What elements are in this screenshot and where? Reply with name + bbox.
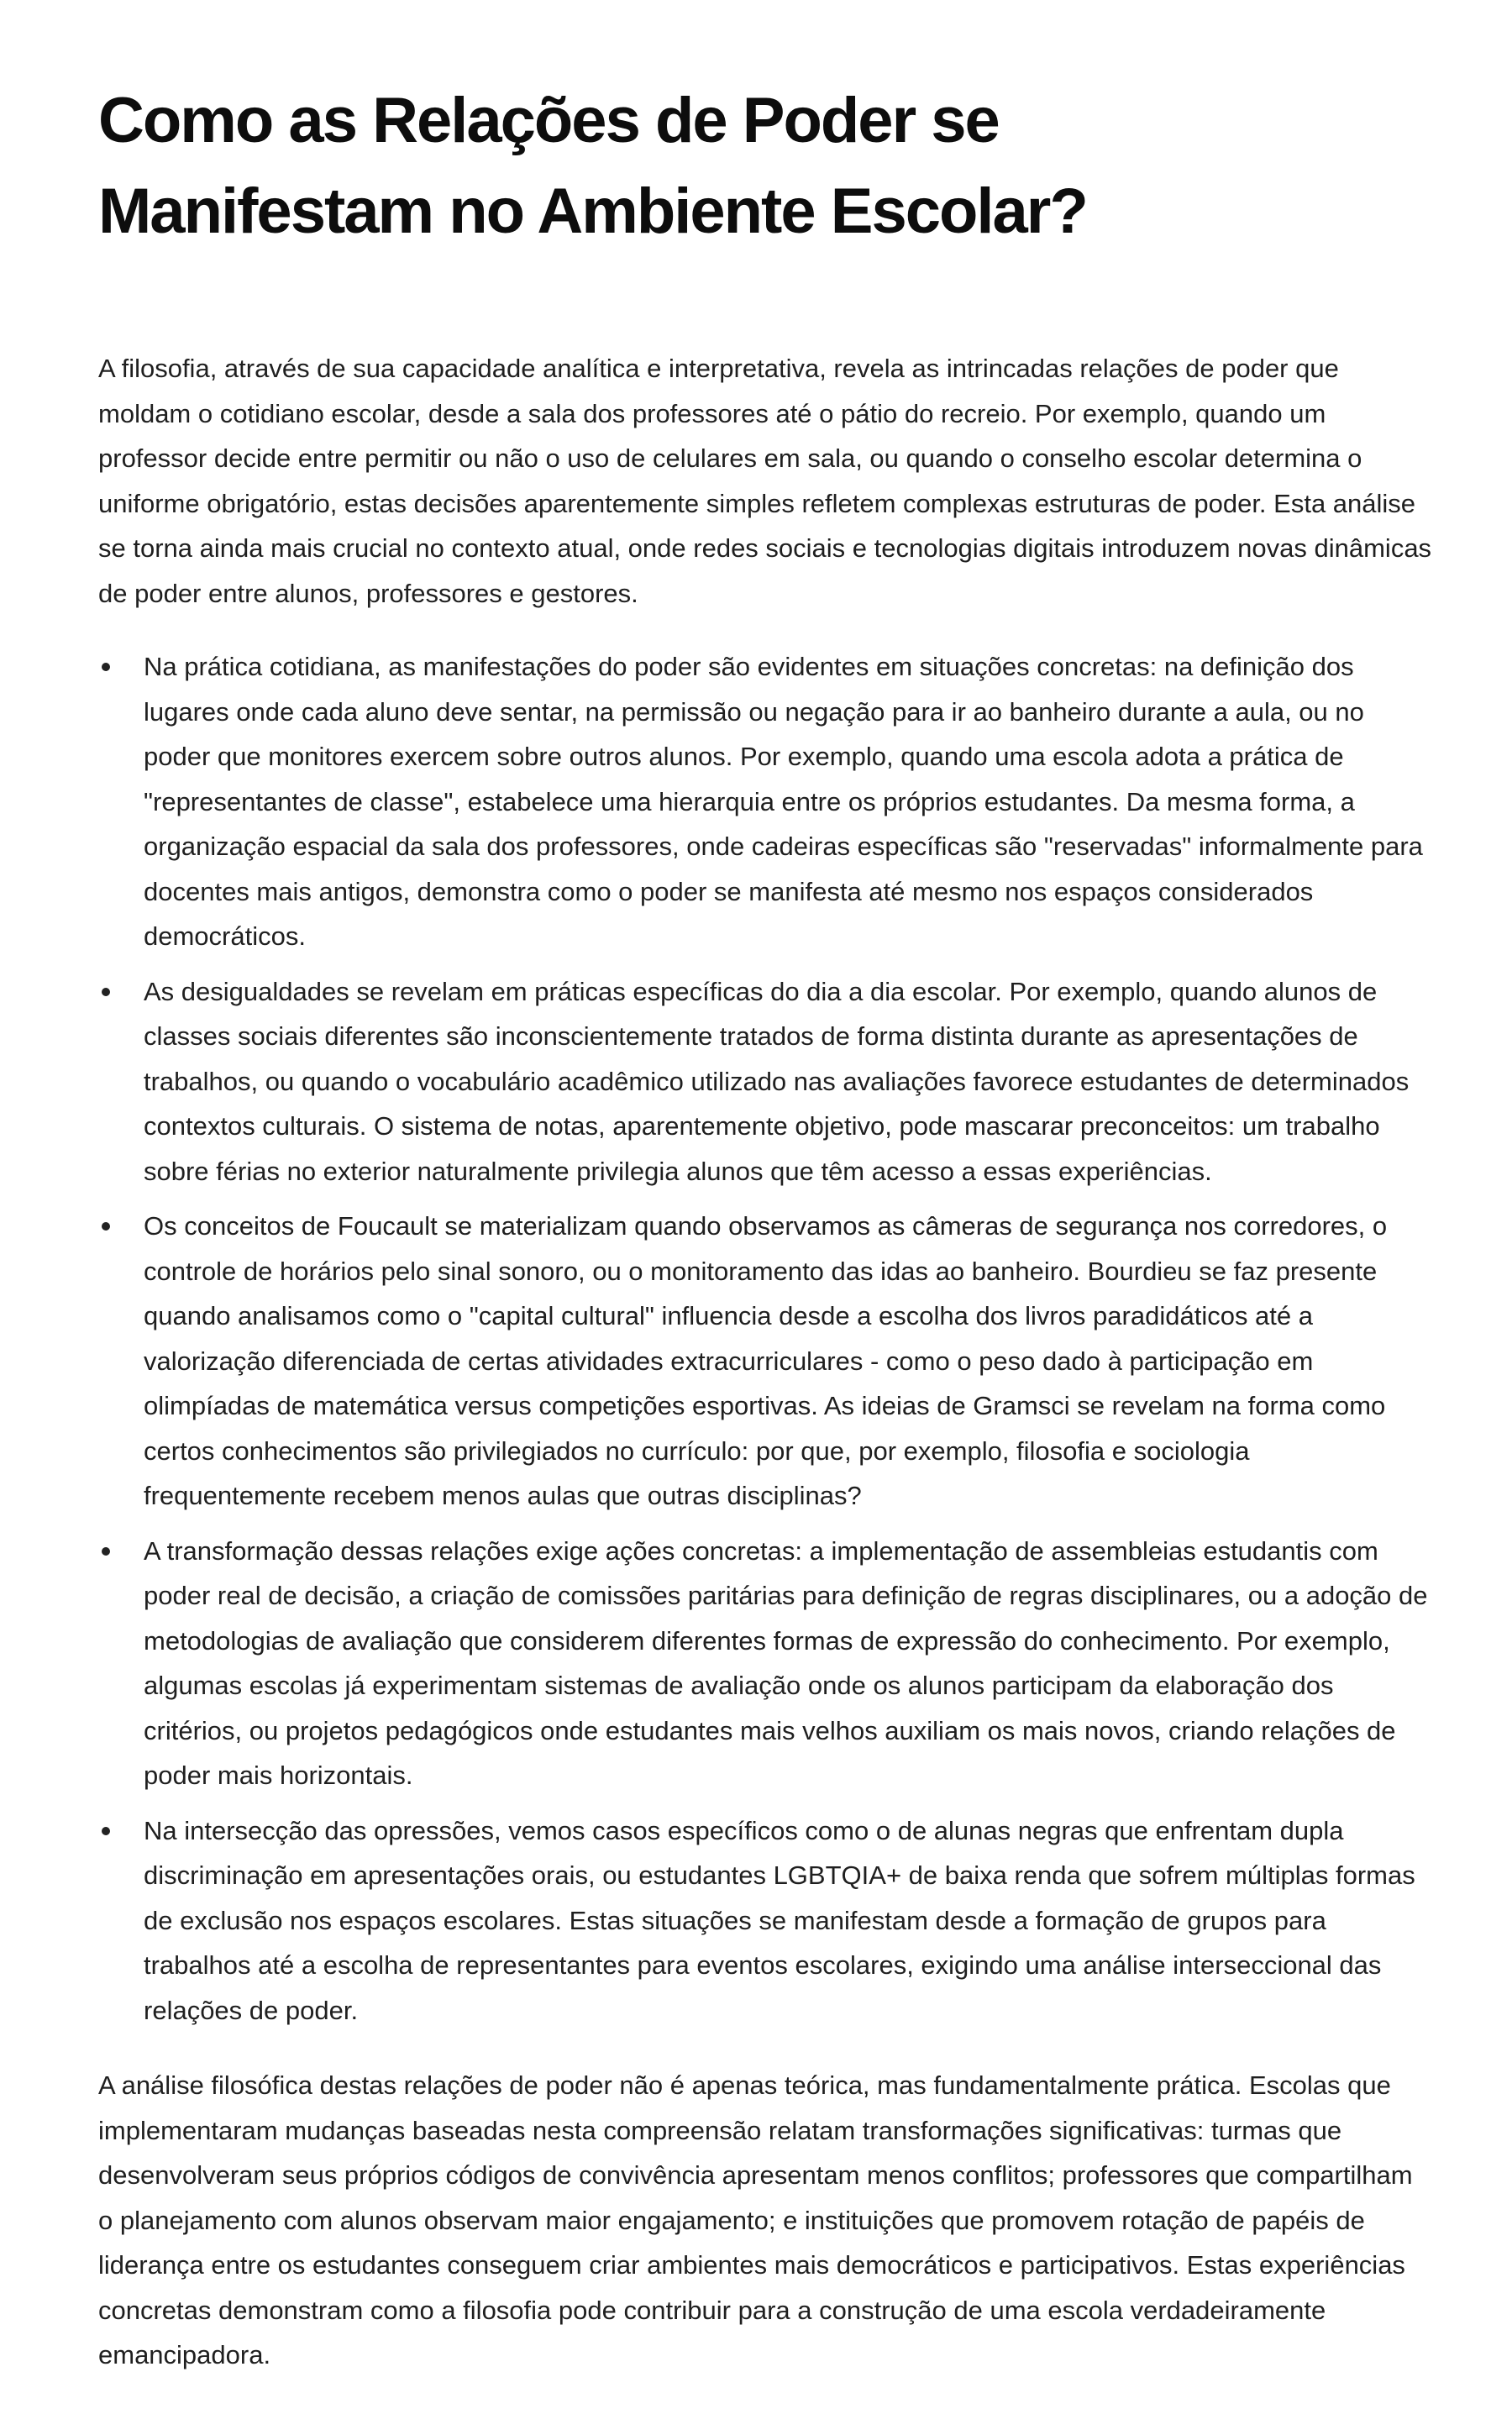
bullet-icon [102,1827,110,1835]
list-item-text: Os conceitos de Foucault se materializam quando observamos as câmeras de segurança nos corredores, o controle de horários pelo sinal sonoro, ou o monitoramento das idas ao banheiro. Bourdieu se faz presente quando analisamos como o "capital cultural" influencia desde a escolha dos livros paradidáticos até a valorização diferenciada de certas atividades extracurriculares - como o peso dado à participação em olimpíadas de matemática versus competições esportivas. As ideias de Gramsci se revelam na forma como certos conhecimentos são privilegiados no currículo: por que, por exemplo, filosofia e sociologia frequentemente recebem menos aulas que outras disciplinas? [144,1211,1388,1510]
list-item-text: Na intersecção das opressões, vemos casos específicos como o de alunas negras que enfrentam dupla discriminação em apresentações orais, ou estudantes LGBTQIA+ de baixa renda que sofrem múltiplas formas de exclusão nos espaços escolares. Estas situações se manifestam desde a formação de grupos para trabalhos até a escolha de representantes para eventos escolares, exigindo uma análise interseccional das relações de poder. [144,1815,1415,2025]
bullet-list [98,644,1434,2033]
bullet-icon [102,988,110,996]
intro-paragraph: A filosofia, através de sua capacidade analítica e interpretativa, revela as intrincadas relações de poder que moldam o cotidiano escolar, desde a sala dos professores até o pátio do recreio. Por exemplo, quando um professor decide entre permitir ou não o uso de celulares em sala, ou quando o conselho escolar determina o uniforme obrigatório, estas decisões aparentemente simples refletem complexas estruturas de poder. Esta análise se torna ainda mais crucial no contexto atual, onde redes sociais e tecnologias digitais introduzem novas dinâmicas de poder entre alunos, professores e gestores. [98,354,1432,608]
list-item [98,1204,1434,1519]
list-item [98,1529,1434,1798]
list-item-text: A transformação dessas relações exige ações concretas: a implementação de assembleias estudantis com poder real de decisão, a criação de comissões paritárias para definição de regras disciplinares, ou a adoção de metodologias de avaliação que considerem diferentes formas de expressão do conhecimento. Por exemplo, algumas escolas já experimentam sistemas de avaliação onde os alunos participam da elaboração dos critérios, ou projetos pedagógicos onde estudantes mais velhos auxiliam os mais novos, criando relações de poder mais horizontais. [144,1535,1428,1790]
list-item [98,969,1434,1194]
list-item-text: As desigualdades se revelam em práticas específicas do dia a dia escolar. Por exemplo, quando alunos de classes sociais diferentes são inconscientemente tratados de forma distinta durante as apresentações de trabalhos, ou quando o vocabulário acadêmico utilizado nas avaliações favorece estudantes de determinados contextos culturais. O sistema de notas, aparentemente objetivo, pode mascarar preconceitos: um trabalho sobre férias no exterior naturalmente privilegia alunos que têm acesso a essas experiências. [144,976,1410,1186]
bullet-icon [102,1222,110,1231]
page-title: Como as Relações de Poder se Manifestam no Ambiente Escolar? [98,85,1087,247]
conclusion-paragraph: A análise filosófica destas relações de poder não é apenas teórica, mas fundamentalmente prática. Escolas que implementaram mudanças baseadas nesta compreensão relatam transformações significativas: turmas que desenvolveram seus próprios códigos de convivência apresentam menos conflitos; professores que compartilham o planejamento com alunos observam maior engajamento; e instituições que promovem rotação de papéis de liderança entre os estudantes conseguem criar ambientes mais democráticos e participativos. Estas experiências concretas demonstram como a filosofia pode contribuir para a construção de uma escola verdadeiramente emancipadora. [98,2070,1413,2369]
list-item [98,644,1434,959]
bullet-icon [102,1547,110,1556]
bullet-icon [102,663,110,671]
list-item-text: Na prática cotidiana, as manifestações do poder são evidentes em situações concretas: na definição dos lugares onde cada aluno deve sentar, na permissão ou negação para ir ao banheiro durante a aula, ou no poder que monitores exercem sobre outros alunos. Por exemplo, quando uma escola adota a prática de "representantes de classe", estabelece uma hierarquia entre os próprios estudantes. Da mesma forma, a organização espacial da sala dos professores, onde cadeiras específicas são "reservadas" informalmente para docentes mais antigos, demonstra como o poder se manifesta até mesmo nos espaços considerados democráticos. [144,652,1423,951]
list-item [98,1808,1434,2034]
